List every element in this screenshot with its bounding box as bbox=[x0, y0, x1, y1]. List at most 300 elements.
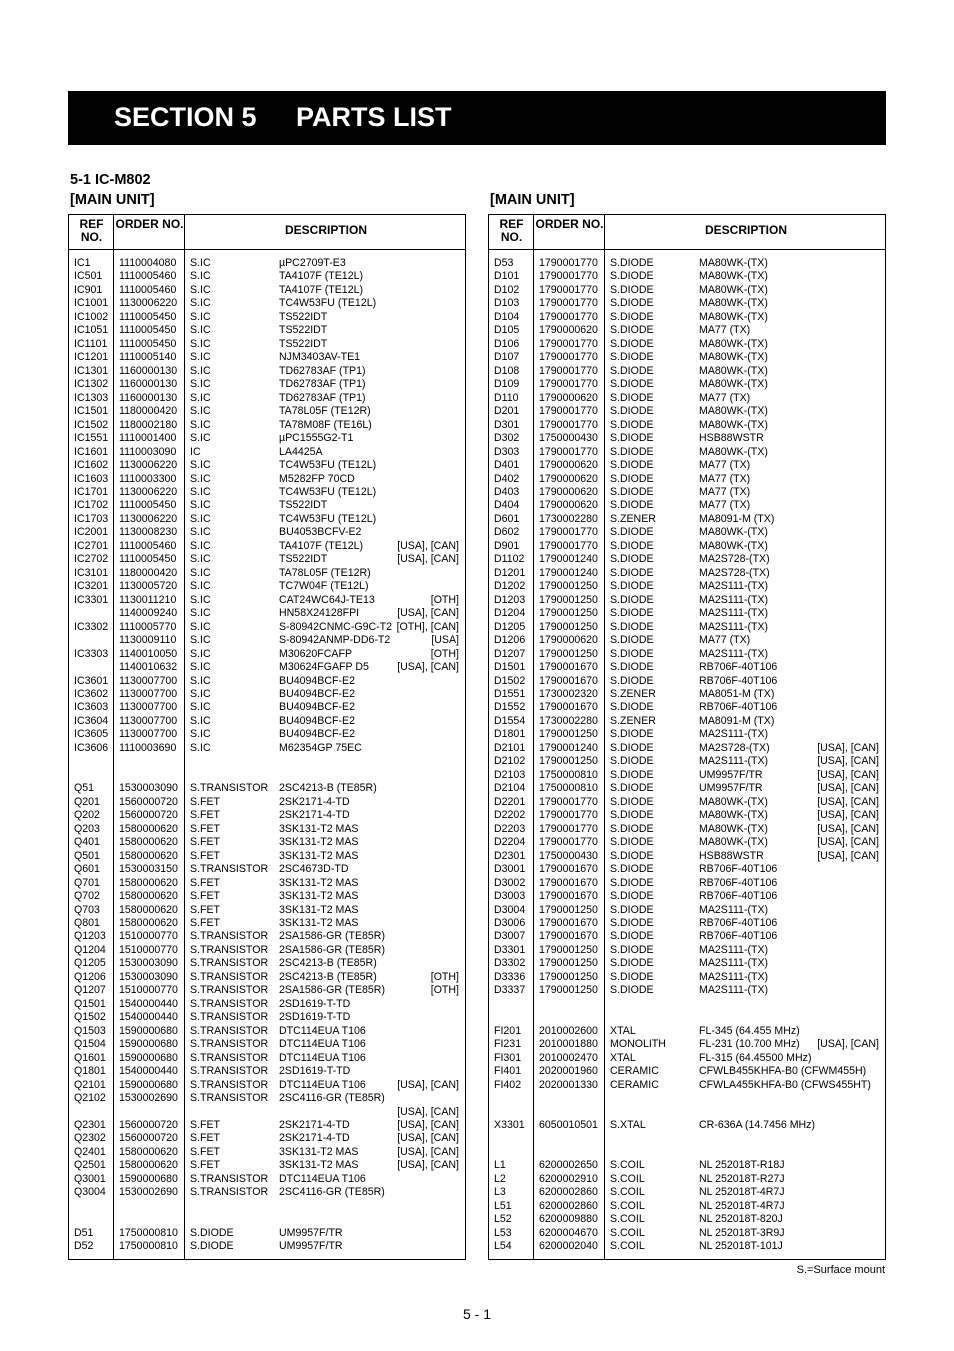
ref-no: D1801 bbox=[494, 728, 526, 741]
part-description: µPC2709T-E3 bbox=[279, 257, 346, 269]
part-type: S.IC bbox=[190, 310, 211, 323]
ref-no: IC3606 bbox=[74, 741, 109, 754]
part-type: S.DIODE bbox=[610, 755, 654, 768]
part-type: S.IC bbox=[190, 674, 211, 687]
table-row bbox=[69, 1146, 465, 1159]
ref-no: Q2501 bbox=[74, 1159, 106, 1172]
section-title: PARTS LIST bbox=[296, 102, 452, 132]
part-type: S.IC bbox=[190, 418, 211, 431]
table-row bbox=[489, 1240, 885, 1253]
order-no: 1160000130 bbox=[119, 378, 178, 391]
part-description: UM9957F/TR bbox=[699, 768, 763, 781]
part-type: S.DIODE bbox=[610, 890, 654, 903]
ref-no: D402 bbox=[494, 472, 520, 485]
table-row bbox=[69, 365, 465, 378]
part-type: S.FET bbox=[190, 849, 221, 862]
region-note: [OTH], [CAN] bbox=[396, 620, 459, 633]
part-type: S.IC bbox=[190, 512, 211, 525]
table-row bbox=[489, 984, 885, 997]
order-no: 1790001670 bbox=[539, 661, 598, 674]
footnote: S.=Surface mount bbox=[796, 1264, 885, 1276]
ref-no: D1207 bbox=[494, 647, 526, 660]
part-type: S.DIODE bbox=[610, 822, 654, 835]
part-description: UM9957F/TR bbox=[699, 782, 763, 795]
order-no: 1790000620 bbox=[539, 634, 598, 647]
part-type: S.DIODE bbox=[610, 459, 654, 472]
order-no: 1580000620 bbox=[119, 849, 178, 862]
part-description: TS522IDT bbox=[279, 499, 328, 512]
part-description: MA2S111-(TX) bbox=[699, 580, 769, 593]
order-no: 1130007700 bbox=[119, 688, 178, 700]
part-type: S.IC bbox=[190, 472, 211, 485]
table-row bbox=[69, 1025, 465, 1038]
part-type: S.DIODE bbox=[610, 324, 654, 337]
table-row bbox=[489, 863, 885, 876]
ref-no: Q2101 bbox=[74, 1078, 106, 1091]
table-row bbox=[69, 769, 465, 782]
part-description: S-80942CNMC-G9C-T2 bbox=[279, 620, 393, 633]
part-type: S.IC bbox=[190, 741, 211, 754]
part-description: MA80WK-(TX) bbox=[699, 795, 768, 808]
order-no: 1540000440 bbox=[119, 997, 178, 1010]
ref-no: IC1501 bbox=[74, 405, 109, 418]
region-note: [USA], [CAN] bbox=[817, 795, 879, 808]
part-type: S.ZENER bbox=[610, 714, 656, 727]
part-description: 2SA1586-GR (TE85R) bbox=[279, 943, 385, 956]
part-description: MA77 (TX) bbox=[699, 459, 751, 472]
ref-no: IC1601 bbox=[74, 445, 109, 458]
part-type: S.DIODE bbox=[610, 593, 654, 606]
order-no: 1750000810 bbox=[119, 1240, 178, 1253]
table-row bbox=[489, 755, 885, 768]
table-row bbox=[69, 513, 465, 526]
part-description: µPC1555G2-T1 bbox=[279, 432, 354, 445]
part-type: S.IC bbox=[190, 405, 211, 418]
part-type: S.IC bbox=[190, 351, 211, 364]
part-type: S.DIODE bbox=[610, 257, 654, 269]
parts-table-right bbox=[488, 214, 886, 1260]
part-type: S.DIODE bbox=[610, 768, 654, 781]
part-type: S.DIODE bbox=[610, 782, 654, 795]
part-type: S.DIODE bbox=[610, 916, 654, 929]
part-description: MA2S728-(TX) bbox=[699, 566, 770, 579]
table-row bbox=[489, 742, 885, 755]
table-row bbox=[489, 311, 885, 324]
ref-no: Q701 bbox=[74, 876, 100, 889]
part-description: NJM3403AV-TE1 bbox=[279, 351, 361, 364]
part-type: S.IC bbox=[190, 283, 211, 296]
part-type: S.DIODE bbox=[610, 836, 654, 849]
table-row bbox=[69, 446, 465, 459]
ref-no: D1202 bbox=[494, 580, 526, 593]
region-note: [USA], [CAN] bbox=[397, 539, 459, 552]
order-no: 1790001670 bbox=[539, 890, 598, 903]
part-type: S.FET bbox=[190, 836, 221, 849]
part-type: IC bbox=[190, 445, 201, 458]
ref-no: Q1501 bbox=[74, 997, 106, 1010]
part-description: CR-636A (14.7456 MHz) bbox=[699, 1119, 815, 1131]
ref-no: FI201 bbox=[494, 1024, 522, 1037]
table-row bbox=[489, 580, 885, 593]
part-description: 2SK2171-4-TD bbox=[279, 1132, 350, 1145]
ref-no: FI301 bbox=[494, 1051, 522, 1064]
order-no: 1580000620 bbox=[119, 890, 178, 903]
table-row bbox=[69, 944, 465, 957]
part-type: S.IC bbox=[190, 485, 211, 498]
table-row bbox=[69, 1173, 465, 1186]
table-row bbox=[69, 311, 465, 324]
table-row bbox=[489, 769, 885, 782]
table-row bbox=[489, 661, 885, 674]
order-no: 6200002040 bbox=[539, 1240, 598, 1253]
part-description: BU4094BCF-E2 bbox=[279, 674, 355, 687]
order-no: 1110005450 bbox=[119, 337, 177, 350]
table-row bbox=[489, 1200, 885, 1213]
order-no: 6200002650 bbox=[539, 1159, 598, 1172]
table-row bbox=[489, 405, 885, 418]
table-row bbox=[489, 1106, 885, 1119]
part-type: S.DIODE bbox=[610, 283, 654, 296]
part-description: MA77 (TX) bbox=[699, 391, 751, 404]
ref-no: X3301 bbox=[494, 1119, 525, 1131]
ref-no: D303 bbox=[494, 445, 520, 458]
order-no: 1790001770 bbox=[539, 539, 598, 552]
ref-no: L3 bbox=[494, 1186, 506, 1199]
order-no: 1180000420 bbox=[119, 405, 178, 418]
table-row bbox=[69, 796, 465, 809]
order-no: 1530003150 bbox=[119, 863, 178, 876]
ref-no: L54 bbox=[494, 1240, 512, 1253]
order-no: 1790001250 bbox=[539, 957, 598, 970]
table-row bbox=[489, 782, 885, 795]
part-description: DTC114EUA T106 bbox=[279, 1078, 366, 1091]
part-type: S.IC bbox=[190, 714, 211, 727]
part-description: TA4107F (TE12L) bbox=[279, 283, 363, 296]
order-no: 1790001670 bbox=[539, 701, 598, 714]
part-type: S.DIODE bbox=[610, 378, 654, 391]
part-description: TA4107F (TE12L) bbox=[279, 539, 363, 552]
part-description: 2SK2171-4-TD bbox=[279, 1119, 350, 1131]
part-type: S.DIODE bbox=[610, 351, 654, 364]
part-description: 2SC4213-B (TE85R) bbox=[279, 970, 377, 983]
order-no: 1790001250 bbox=[539, 593, 598, 606]
part-description: 3SK131-T2 MAS bbox=[279, 836, 359, 849]
part-type: S.IC bbox=[190, 391, 211, 404]
ref-no: IC1 bbox=[74, 257, 91, 269]
table-row bbox=[489, 904, 885, 917]
ref-no: Q501 bbox=[74, 849, 100, 862]
table-row bbox=[489, 378, 885, 391]
table-row bbox=[69, 701, 465, 714]
part-description: TS522IDT bbox=[279, 324, 328, 337]
table-row bbox=[489, 486, 885, 499]
table-row bbox=[69, 850, 465, 863]
ref-no: Q1203 bbox=[74, 930, 106, 943]
table-row bbox=[69, 1011, 465, 1024]
part-type: S.DIODE bbox=[610, 876, 654, 889]
part-description: 3SK131-T2 MAS bbox=[279, 890, 359, 903]
part-description: LA4425A bbox=[279, 445, 323, 458]
order-no: 1790001770 bbox=[539, 337, 598, 350]
ref-no: IC3101 bbox=[74, 566, 109, 579]
part-description: MA2S111-(TX) bbox=[699, 984, 769, 997]
table-row bbox=[69, 1240, 465, 1253]
ref-no: Q601 bbox=[74, 863, 100, 876]
table-row bbox=[69, 1106, 465, 1119]
part-description: MA80WK-(TX) bbox=[699, 364, 768, 377]
ref-no: Q2401 bbox=[74, 1145, 106, 1158]
part-description: RB706F-40T106 bbox=[699, 701, 778, 714]
ref-no: IC3605 bbox=[74, 728, 109, 741]
table-row bbox=[489, 728, 885, 741]
part-description: MA80WK-(TX) bbox=[699, 445, 768, 458]
part-type: S.DIODE bbox=[610, 310, 654, 323]
part-type: S.DIODE bbox=[610, 674, 654, 687]
ref-no: IC3602 bbox=[74, 688, 109, 700]
ref-no: Q401 bbox=[74, 836, 100, 849]
ref-no: IC1302 bbox=[74, 378, 109, 391]
ref-no: IC1101 bbox=[74, 337, 108, 350]
order-no: 1130009110 bbox=[119, 634, 177, 647]
ref-no: IC3301 bbox=[74, 593, 109, 606]
part-description: RB706F-40T106 bbox=[699, 863, 778, 876]
order-no: 1750000810 bbox=[539, 768, 598, 781]
part-type: S.IC bbox=[190, 324, 211, 337]
part-description: 3SK131-T2 MAS bbox=[279, 1159, 359, 1172]
part-description: DTC114EUA T106 bbox=[279, 1038, 366, 1051]
part-type: S.IC bbox=[190, 378, 211, 391]
ref-no: Q203 bbox=[74, 822, 100, 835]
part-description: MA77 (TX) bbox=[699, 499, 751, 512]
order-no: 1790001250 bbox=[539, 970, 598, 983]
left-table-title: [MAIN UNIT] bbox=[70, 192, 155, 208]
part-type: S.DIODE bbox=[610, 364, 654, 377]
part-type: CERAMIC bbox=[610, 1065, 659, 1078]
part-type: S.TRANSISTOR bbox=[190, 1092, 269, 1105]
table-row bbox=[489, 957, 885, 970]
part-type: S.DIODE bbox=[610, 903, 654, 916]
table-row bbox=[69, 1092, 465, 1105]
ref-no: Q2302 bbox=[74, 1132, 106, 1145]
part-type: S.DIODE bbox=[190, 1226, 234, 1239]
part-type: MONOLITH bbox=[610, 1038, 666, 1051]
table-row bbox=[69, 405, 465, 418]
order-no: 1110005450 bbox=[119, 553, 177, 566]
table-row bbox=[489, 324, 885, 337]
part-type: S.DIODE bbox=[610, 539, 654, 552]
part-description: TC7W04F (TE12L) bbox=[279, 580, 369, 593]
table-header bbox=[489, 215, 885, 250]
region-note: [USA], [CAN] bbox=[817, 755, 879, 768]
order-no: 1790001770 bbox=[539, 257, 598, 269]
ref-no: IC1301 bbox=[74, 364, 109, 377]
ref-no: D105 bbox=[494, 324, 520, 337]
part-description: 3SK131-T2 MAS bbox=[279, 1145, 359, 1158]
table-body bbox=[69, 257, 465, 1254]
part-description: MA2S728-(TX) bbox=[699, 553, 770, 566]
part-description: TA78L05F (TE12R) bbox=[279, 405, 371, 418]
part-description: TS522IDT bbox=[279, 553, 328, 566]
part-description: UM9957F/TR bbox=[279, 1226, 343, 1239]
region-note: [USA], [CAN] bbox=[397, 1078, 459, 1091]
part-type: XTAL bbox=[610, 1024, 636, 1037]
ref-no: D2202 bbox=[494, 809, 526, 822]
part-type: S.DIODE bbox=[610, 647, 654, 660]
ref-no: D3001 bbox=[494, 863, 526, 876]
part-description: MA2S728-(TX) bbox=[699, 741, 770, 754]
part-type: S.FET bbox=[190, 890, 221, 903]
order-no: 1580000620 bbox=[119, 836, 178, 849]
table-row bbox=[69, 351, 465, 364]
part-description: MA2S111-(TX) bbox=[699, 957, 769, 970]
order-no: 1110005770 bbox=[119, 620, 177, 633]
ref-no: D2201 bbox=[494, 795, 526, 808]
table-row bbox=[69, 499, 465, 512]
order-no: 1790001250 bbox=[539, 620, 598, 633]
ref-no: D102 bbox=[494, 283, 520, 296]
ref-no: Q202 bbox=[74, 809, 100, 822]
order-no: 1790001250 bbox=[539, 984, 598, 997]
table-row bbox=[69, 270, 465, 283]
part-type: S.ZENER bbox=[610, 688, 656, 700]
part-type: S.TRANSISTOR bbox=[190, 863, 269, 876]
order-no: 1160000130 bbox=[119, 364, 178, 377]
ref-no: IC3604 bbox=[74, 714, 109, 727]
table-row bbox=[69, 782, 465, 795]
region-note: [USA], [CAN] bbox=[397, 1105, 459, 1118]
ref-no: Q3004 bbox=[74, 1186, 106, 1199]
ref-no: Q2301 bbox=[74, 1119, 106, 1131]
part-description: NL 252018T-3R9J bbox=[699, 1226, 785, 1239]
table-row bbox=[69, 998, 465, 1011]
table-row bbox=[489, 1011, 885, 1024]
part-description: NL 252018T-R27J bbox=[699, 1172, 785, 1185]
table-row bbox=[489, 432, 885, 445]
table-row bbox=[69, 957, 465, 970]
table-row bbox=[69, 930, 465, 943]
order-no: 1790001770 bbox=[539, 283, 598, 296]
part-type: S.DIODE bbox=[610, 485, 654, 498]
table-row bbox=[69, 1065, 465, 1078]
part-description: CFWLB455KHFA-B0 (CFWM455H) bbox=[699, 1065, 867, 1078]
part-description: MA8091-M (TX) bbox=[699, 512, 775, 525]
part-description: MA8091-M (TX) bbox=[699, 714, 775, 727]
ref-no: Q2102 bbox=[74, 1092, 106, 1105]
part-description: BU4094BCF-E2 bbox=[279, 714, 355, 727]
table-row bbox=[69, 432, 465, 445]
part-description: TA4107F (TE12L) bbox=[279, 270, 363, 283]
order-no: 1790001770 bbox=[539, 526, 598, 539]
part-type: S.IC bbox=[190, 701, 211, 714]
table-row bbox=[69, 715, 465, 728]
region-note: [USA], [CAN] bbox=[817, 782, 879, 795]
part-type: S.TRANSISTOR bbox=[190, 930, 269, 943]
order-no: 1130007700 bbox=[119, 728, 178, 741]
ref-no: IC1001 bbox=[74, 297, 109, 310]
table-row bbox=[489, 648, 885, 661]
ref-no: D301 bbox=[494, 418, 520, 431]
order-no: 1140010632 bbox=[119, 661, 178, 674]
part-description: MA2S111-(TX) bbox=[699, 755, 769, 768]
ref-no: D404 bbox=[494, 499, 520, 512]
region-note: [USA], [CAN] bbox=[397, 1119, 459, 1131]
order-no: 1790001770 bbox=[539, 809, 598, 822]
part-type: S.DIODE bbox=[610, 809, 654, 822]
part-type: S.IC bbox=[190, 593, 211, 606]
ref-no: D602 bbox=[494, 526, 520, 539]
header-description: DESCRIPTION bbox=[284, 223, 367, 237]
part-description: CFWLA455KHFA-B0 (CFWS455HT) bbox=[699, 1078, 871, 1091]
ref-no: D3301 bbox=[494, 943, 526, 956]
ref-no: D107 bbox=[494, 351, 520, 364]
part-type: S.IC bbox=[190, 620, 211, 633]
part-type: S.DIODE bbox=[610, 566, 654, 579]
ref-no: IC1201 bbox=[74, 351, 109, 364]
ref-no: FI401 bbox=[494, 1065, 522, 1078]
part-description: FL-345 (64.455 MHz) bbox=[699, 1024, 800, 1037]
region-note: [USA], [CAN] bbox=[817, 822, 879, 835]
order-no: 1590000680 bbox=[119, 1172, 178, 1185]
ref-no: Q1801 bbox=[74, 1065, 106, 1078]
order-no: 1790001770 bbox=[539, 364, 598, 377]
part-type: S.TRANSISTOR bbox=[190, 943, 269, 956]
region-note: [USA], [CAN] bbox=[817, 849, 879, 862]
table-row bbox=[489, 850, 885, 863]
order-no: 1130007700 bbox=[119, 674, 178, 687]
part-type: S.TRANSISTOR bbox=[190, 957, 269, 970]
order-no: 1510000770 bbox=[119, 930, 178, 943]
part-description: BU4094BCF-E2 bbox=[279, 701, 355, 714]
part-type: S.TRANSISTOR bbox=[190, 1065, 269, 1078]
order-no: 1540000440 bbox=[119, 1011, 178, 1024]
part-description: M62354GP 75EC bbox=[279, 741, 362, 754]
part-description: 2SD1619-T-TD bbox=[279, 1065, 351, 1078]
order-no: 1790001240 bbox=[539, 741, 598, 754]
table-row bbox=[489, 1132, 885, 1145]
order-no: 1530002690 bbox=[119, 1092, 178, 1105]
ref-no: IC1703 bbox=[74, 512, 109, 525]
part-type: S.TRANSISTOR bbox=[190, 1172, 269, 1185]
ref-no: IC3303 bbox=[74, 647, 109, 660]
ref-no: D1501 bbox=[494, 661, 526, 674]
order-no: 1110005460 bbox=[119, 539, 177, 552]
order-no: 1790000620 bbox=[539, 485, 598, 498]
part-description: CAT24WC64J-TE13 bbox=[279, 593, 375, 606]
part-description: NL 252018T-820J bbox=[699, 1213, 783, 1226]
order-no: 1580000620 bbox=[119, 1159, 178, 1172]
part-description: DTC114EUA T106 bbox=[279, 1024, 366, 1037]
ref-no: D53 bbox=[494, 257, 514, 269]
table-row bbox=[69, 1052, 465, 1065]
order-no: 1510000770 bbox=[119, 984, 178, 997]
part-description: 2SC4116-GR (TE85R) bbox=[279, 1186, 385, 1199]
table-row bbox=[69, 971, 465, 984]
part-description: NL 252018T-4R7J bbox=[699, 1186, 785, 1199]
order-no: 1790000620 bbox=[539, 472, 598, 485]
order-no: 1790001770 bbox=[539, 378, 598, 391]
part-description: MA2S111-(TX) bbox=[699, 620, 769, 633]
part-type: S.IC bbox=[190, 688, 211, 700]
table-row bbox=[489, 1146, 885, 1159]
ref-no: IC3302 bbox=[74, 620, 109, 633]
part-type: S.FET bbox=[190, 1132, 221, 1145]
table-row bbox=[489, 419, 885, 432]
order-no: 1580000620 bbox=[119, 822, 178, 835]
table-row bbox=[489, 715, 885, 728]
region-note: [USA], [CAN] bbox=[817, 768, 879, 781]
ref-no: D1203 bbox=[494, 593, 526, 606]
part-description: TD62783AF (TP1) bbox=[279, 391, 366, 404]
